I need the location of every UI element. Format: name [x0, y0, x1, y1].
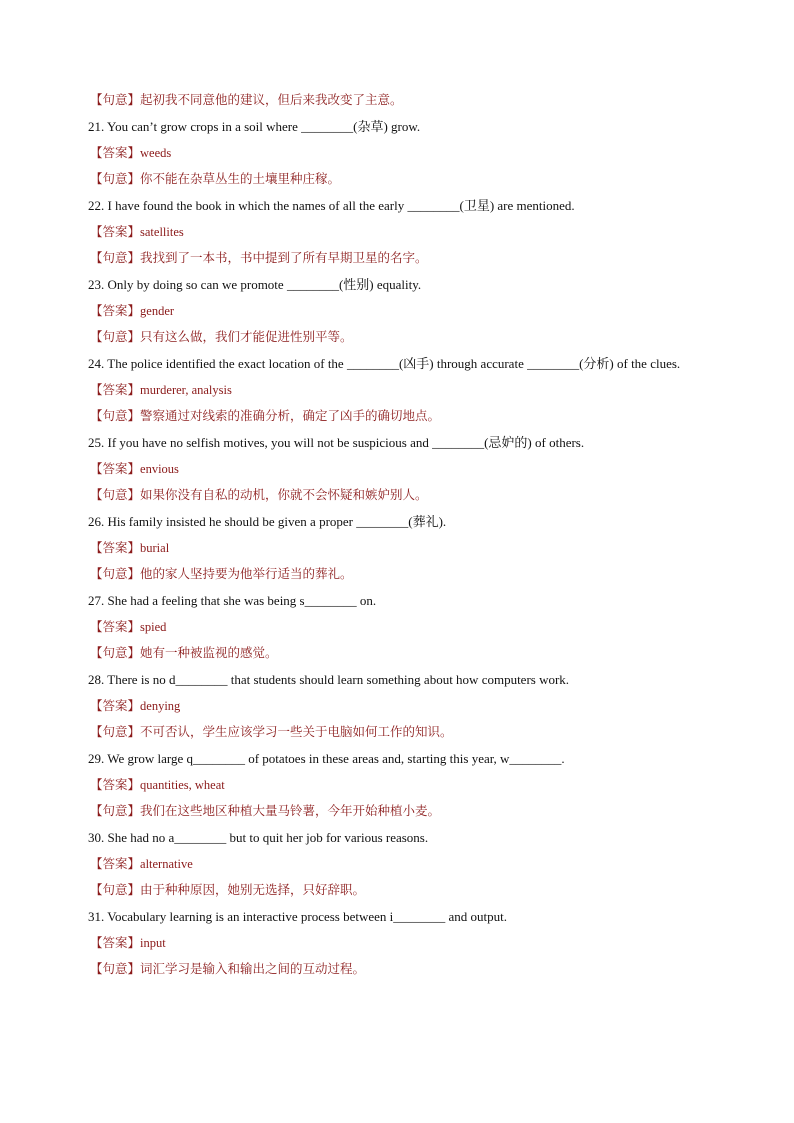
answer-tag: 【答案】 — [90, 303, 141, 318]
question-text: 28. There is no d________ that students should learn something about how computers work. — [88, 672, 570, 687]
answer-line — [90, 303, 750, 319]
meaning-text: 词汇学习是输入和输出之间的互动过程。 — [140, 961, 366, 976]
meaning-tag: 【句意】 — [90, 882, 141, 897]
answer-tag: 【答案】 — [90, 619, 141, 634]
exercise-content — [90, 92, 750, 977]
meaning-text: 警察通过对线索的准确分析，确定了凶手的确切地点。 — [140, 408, 441, 423]
meaning-line — [90, 566, 750, 582]
answer-line — [90, 619, 750, 635]
answer-line — [90, 540, 750, 556]
meaning-line — [90, 171, 750, 187]
meaning-tag: 【句意】 — [90, 329, 141, 344]
meaning-line — [90, 724, 750, 740]
exercise-item — [90, 672, 750, 740]
question-line — [88, 119, 750, 135]
answer-line — [90, 777, 750, 793]
answer-tag: 【答案】 — [90, 856, 141, 871]
question-text: 26. His family insisted he should be given a proper ________(葬礼). — [88, 514, 447, 529]
meaning-line — [90, 961, 750, 977]
exercise-item — [90, 514, 750, 582]
exercise-item — [90, 119, 750, 187]
meaning-line — [90, 250, 750, 266]
answer-text: weeds — [140, 146, 172, 160]
question-line — [88, 435, 750, 451]
answer-text: murderer, analysis — [140, 383, 232, 397]
answer-tag: 【答案】 — [90, 698, 141, 713]
question-text: 27. She had a feeling that she was being s________ on. — [88, 593, 377, 608]
answer-text: envious — [140, 462, 179, 476]
meaning-line — [90, 882, 750, 898]
answer-text: burial — [140, 541, 170, 555]
meaning-tag: 【句意】 — [90, 92, 141, 107]
answer-line — [90, 856, 750, 872]
answer-tag: 【答案】 — [90, 935, 141, 950]
meaning-text: 不可否认，学生应该学习一些关于电脑如何工作的知识。 — [140, 724, 453, 739]
meaning-tag: 【句意】 — [90, 171, 141, 186]
answer-line — [90, 145, 750, 161]
meaning-text: 如果你没有自私的动机，你就不会怀疑和嫉妒别人。 — [140, 487, 428, 502]
meaning-line — [90, 645, 750, 661]
answer-tag: 【答案】 — [90, 145, 141, 160]
meaning-text: 他的家人坚持要为他举行适当的葬礼。 — [140, 566, 353, 581]
meaning-tag: 【句意】 — [90, 408, 141, 423]
meaning-text: 由于种种原因，她别无选择，只好辞职。 — [140, 882, 366, 897]
meaning-text: 她有一种被监视的感觉。 — [140, 645, 278, 660]
meaning-line — [90, 329, 750, 345]
answer-tag: 【答案】 — [90, 540, 141, 555]
meaning-tag: 【句意】 — [90, 566, 141, 581]
question-text: 23. Only by doing so can we promote ________(性别) equality. — [88, 277, 422, 292]
exercise-item — [90, 277, 750, 345]
question-line — [88, 593, 750, 609]
answer-line — [90, 698, 750, 714]
exercise-item — [90, 356, 750, 424]
meaning-tag: 【句意】 — [90, 250, 141, 265]
question-text: 21. You can’t grow crops in a soil where ________(杂草) grow. — [88, 119, 421, 134]
meaning-text: 只有这么做，我们才能促进性别平等。 — [140, 329, 353, 344]
question-line — [88, 514, 750, 530]
answer-text: alternative — [140, 857, 193, 871]
answer-text: gender — [140, 304, 175, 318]
exercise-item — [90, 909, 750, 977]
meaning-tag: 【句意】 — [90, 487, 141, 502]
meaning-text: 你不能在杂草丛生的土壤里种庄稼。 — [140, 171, 341, 186]
answer-tag: 【答案】 — [90, 461, 141, 476]
question-line — [88, 672, 750, 688]
question-text: 31. Vocabulary learning is an interactive process between i________ and output. — [88, 909, 508, 924]
meaning-text: 我们在这些地区种植大量马铃薯，今年开始种植小麦。 — [140, 803, 441, 818]
meaning-text: 起初我不同意他的建议，但后来我改变了主意。 — [140, 92, 403, 107]
exercise-item — [90, 198, 750, 266]
question-text: 24. The police identified the exact location of the ________(凶手) through accurate ________(分析) of the clues. — [88, 356, 681, 371]
answer-text: input — [140, 936, 166, 950]
answer-line — [90, 382, 750, 398]
question-line — [88, 198, 750, 214]
answer-line — [90, 224, 750, 240]
meaning-tag: 【句意】 — [90, 961, 141, 976]
exercise-item — [90, 751, 750, 819]
meaning-text: 我找到了一本书，书中提到了所有早期卫星的名字。 — [140, 250, 428, 265]
answer-tag: 【答案】 — [90, 777, 141, 792]
answer-text: denying — [140, 699, 181, 713]
answer-text: quantities, wheat — [140, 778, 225, 792]
question-line — [88, 909, 750, 925]
meaning-tag: 【句意】 — [90, 803, 141, 818]
meaning-tag: 【句意】 — [90, 724, 141, 739]
question-text: 30. She had no a________ but to quit her job for various reasons. — [88, 830, 429, 845]
first-meaning-line — [90, 92, 750, 108]
answer-line — [90, 935, 750, 951]
question-text: 29. We grow large q________ of potatoes in these areas and, starting this year, w________. — [88, 751, 565, 766]
question-text: 25. If you have no selfish motives, you will not be suspicious and ________(忌妒的) of others. — [88, 435, 585, 450]
meaning-tag: 【句意】 — [90, 645, 141, 660]
question-line — [88, 356, 750, 372]
answer-text: spied — [140, 620, 167, 634]
meaning-line — [90, 803, 750, 819]
exercise-item — [90, 435, 750, 503]
exercise-list — [90, 119, 750, 977]
answer-tag: 【答案】 — [90, 224, 141, 239]
meaning-line — [90, 487, 750, 503]
question-line — [88, 830, 750, 846]
question-text: 22. I have found the book in which the names of all the early ________(卫星) are mentioned. — [88, 198, 575, 213]
question-line — [88, 277, 750, 293]
answer-tag: 【答案】 — [90, 382, 141, 397]
answer-text: satellites — [140, 225, 184, 239]
answer-line — [90, 461, 750, 477]
exercise-item — [90, 830, 750, 898]
meaning-line — [90, 408, 750, 424]
question-line — [88, 751, 750, 767]
exercise-item — [90, 593, 750, 661]
